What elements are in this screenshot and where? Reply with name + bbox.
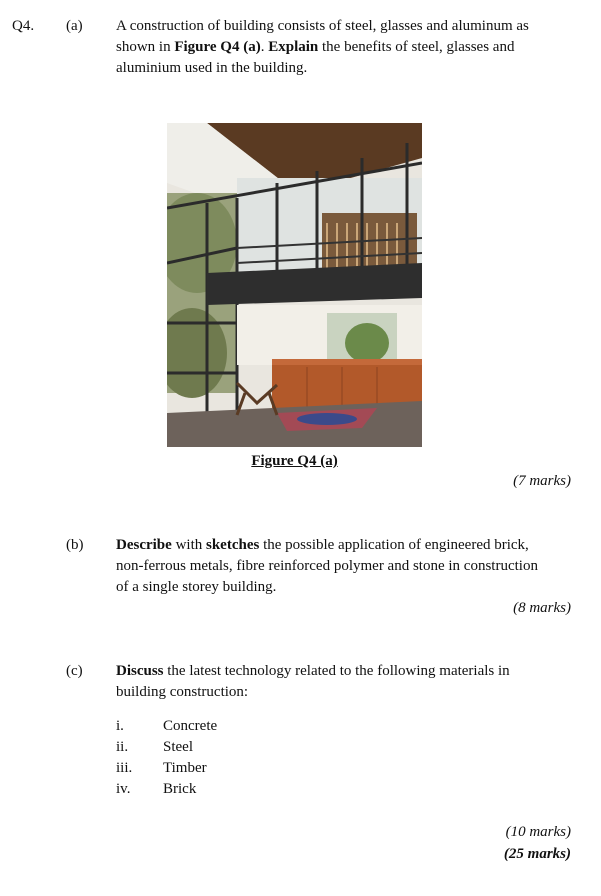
figure-q4a-photo (167, 123, 422, 447)
part-b-line-1 (116, 535, 571, 556)
part-c-line-1-post: the latest technology related to the following materials in (163, 663, 510, 679)
part-b-text (116, 535, 571, 598)
part-c-line-2: building construction: (116, 684, 249, 700)
part-b-line-1-mid: with (171, 537, 206, 553)
part-a-label: (a) (66, 18, 83, 34)
part-a-line-1: A construction of building consists of steel, glasses and aluminum as (116, 18, 529, 34)
part-b-marks: (8 marks) (513, 600, 571, 616)
building-interior-illustration (167, 123, 422, 447)
part-a-line-2-pre: shown in (116, 39, 175, 55)
list-item-text: Brick (163, 781, 197, 797)
part-a-line-2-mid: . (260, 39, 269, 55)
list-item-number: iv. (116, 781, 131, 797)
sketches-keyword: sketches (205, 537, 260, 553)
part-b-label: (b) (66, 537, 84, 553)
list-item-number: iii. (116, 760, 133, 776)
total-marks: (25 marks) (503, 846, 571, 862)
list-item-number: i. (116, 718, 124, 734)
question-number: Q4. (12, 18, 35, 34)
explain-keyword: Explain (268, 39, 319, 55)
part-b-line-1-post: the possible application of engineered brick, (259, 537, 529, 553)
figure-reference: Figure Q4 (a) (174, 39, 261, 55)
list-item-text: Steel (163, 739, 193, 755)
part-a-text (116, 16, 571, 79)
part-a-marks: (7 marks) (513, 473, 571, 489)
part-a-line-2 (116, 37, 571, 58)
part-c-text (116, 661, 571, 703)
describe-keyword: Describe (116, 537, 172, 553)
discuss-keyword: Discuss (116, 663, 164, 679)
list-item-text: Timber (163, 760, 207, 776)
part-c-label: (c) (66, 663, 83, 679)
part-a-line-3: aluminium used in the building. (116, 60, 308, 76)
part-b-line-3: of a single storey building. (116, 579, 277, 595)
list-item-number: ii. (116, 739, 129, 755)
part-c-marks: (10 marks) (505, 824, 571, 840)
list-item-text: Concrete (163, 718, 218, 734)
figure-caption: Figure Q4 (a) (251, 453, 338, 469)
part-a-line-2-post: the benefits of steel, glasses and (318, 39, 515, 55)
part-c-line-1 (116, 661, 571, 682)
part-b-line-2: non-ferrous metals, fibre reinforced polymer and stone in construction (116, 558, 538, 574)
